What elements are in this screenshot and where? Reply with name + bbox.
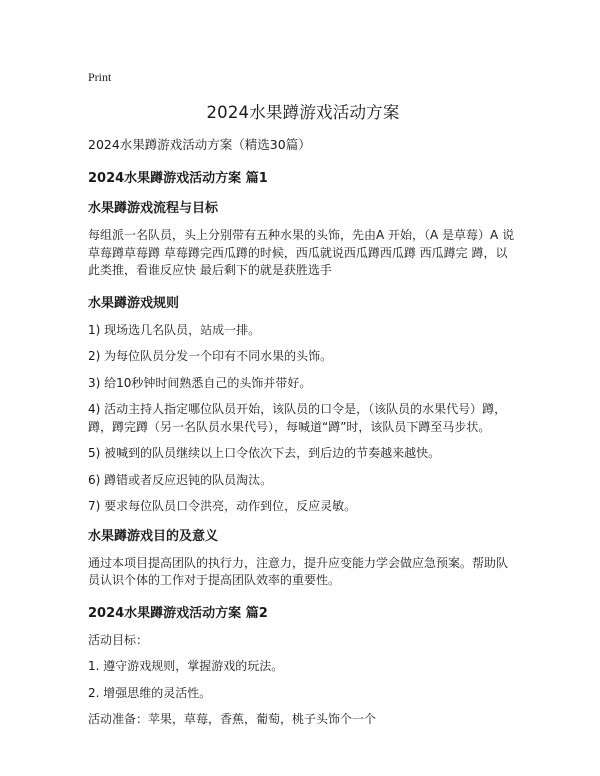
flow-heading: 水果蹲游戏流程与目标 [88,201,219,216]
section-heading-2: 2024水果蹲游戏活动方案 篇2 [88,605,268,621]
list-item: 2. 增强思维的灵活性。 [88,685,212,700]
rules-list [88,322,518,516]
list-item: 1. 遵守游戏规则，掌握游戏的玩法。 [88,659,284,673]
purpose-heading: 水果蹲游戏目的及意义 [88,528,219,544]
prep-text: 活动准备：苹果，草莓，香蕉，葡萄，桃子头饰个一个 [88,712,377,726]
document-subtitle: 2024水果蹲游戏活动方案（精选30篇） [88,137,311,152]
purpose-paragraph: 通过本项目提高团队的执行力，注意力，提升应变能力学会做应急预案。帮助队员认识个体的工作对于提高团队效率的重要性。 [88,555,509,587]
list-item: 1) 现场选几名队员，站成一排。 [88,322,261,337]
print-link[interactable]: Print [88,70,112,84]
section-heading-1: 2024水果蹲游戏活动方案 篇1 [88,171,268,186]
goal-label: 活动目标： [88,632,149,647]
list-item: 7) 要求每位队员口令洪亮，动作到位，反应灵敏。 [88,499,357,513]
page-title: 2024水果蹲游戏活动方案 [206,103,400,122]
list-item: 2) 为每位队员分发一个印有不同水果的头饰。 [88,349,333,363]
list-item: 3) 给10秒钟时间熟悉自己的头饰并带好。 [88,375,312,390]
list-item: 4) 活动主持人指定哪位队员开始，该队员的口令是，（该队员的水果代号）蹲，蹲，蹲完蹲（另一名队员水果代号），每喊道“蹲”时，该队员下蹲至马步状。 [88,402,507,434]
list-item: 5) 被喊到的队员继续以上口令依次下去，到后边的节奏越来越快。 [88,446,441,460]
flow-paragraph: 每组派一名队员，头上分别带有五种水果的头饰，先由A 开始，（A 是草莓）A 说 草莓蹲草莓蹲 草莓蹲完西瓜蹲的时候，西瓜就说西瓜蹲西瓜蹲 西瓜蹲完 蹲，以此类推，看谁反应快 最后剩下的就是获胜选手 [88,228,515,277]
document-page [88,70,518,738]
list-item: 6) 蹲错或者反应迟钝的队员淘汰。 [88,472,273,487]
rules-heading: 水果蹲游戏规则 [88,295,180,311]
